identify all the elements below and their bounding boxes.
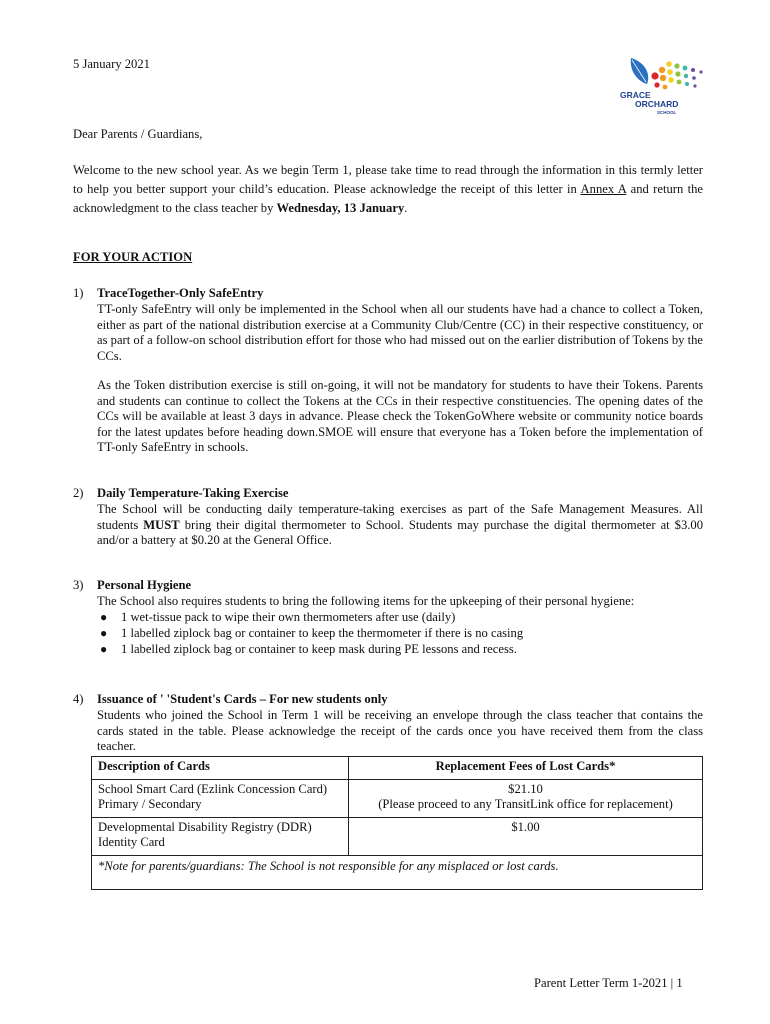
- section-text: bring their digital thermometer to School. Students may purchase the digital thermometer at $3.00 and/or a battery at $0.20 at the General Office.: [97, 517, 703, 548]
- section-paragraph: [97, 502, 703, 549]
- logo-text-line3: SCHOOL: [657, 110, 677, 115]
- section-title: Personal Hygiene: [97, 578, 192, 592]
- section-number: 3): [73, 578, 84, 592]
- table-note-row: [92, 855, 703, 889]
- card-description: Developmental Disability Registry (DDR) Identity Card: [92, 817, 349, 855]
- section-paragraph: The School also requires students to bring the following items for the upkeeping of their personal hygiene:: [97, 594, 635, 608]
- emphasis-must: MUST: [143, 517, 180, 532]
- logo-text-line1: GRACE: [620, 90, 651, 100]
- letter-date: 5 January 2021: [73, 57, 150, 71]
- intro-text-2: and return the acknowledgment to the class teacher by: [73, 182, 704, 215]
- intro-text: Welcome to the new school year. As we begin Term 1, please take time to read through the information in this termly letter to help you better support your child’s education. Please acknowledge the receipt of this letter in: [73, 163, 703, 196]
- section-number: 1): [73, 286, 84, 300]
- section-paragraph: As the Token distribution exercise is still on-going, it will not be mandatory for students to have their Tokens. Parents and students can continue to collect the Tokens at the CCs in their respective constituencies. The opening dates of the CCs will be available at least 3 days in advance. Please check the TokenGoWhere website or community notice boards for the latest updates before heading down.SMOE will ensure that everyone has a Token before the implementation of TT-only SafeEntry in schools.: [97, 378, 703, 455]
- card-fee-cell: [349, 817, 703, 855]
- grace-orchard-logo-icon: [617, 54, 709, 118]
- table-row: [92, 817, 703, 855]
- card-fee: $1.00: [511, 819, 540, 834]
- card-fee: $21.10: [508, 781, 543, 796]
- list-item: [97, 626, 523, 642]
- bullet-icon: ●: [100, 610, 108, 624]
- section-title: Daily Temperature-Taking Exercise: [97, 486, 289, 500]
- list-item-text: 1 labelled ziplock bag or container to keep mask during PE lessons and recess.: [121, 642, 517, 656]
- column-header: Description of Cards: [92, 757, 349, 780]
- bullet-icon: ●: [100, 642, 108, 656]
- section-title: TraceTogether-Only SafeEntry: [97, 286, 264, 300]
- annex-link: Annex A: [580, 182, 627, 196]
- list-item: [97, 610, 523, 626]
- action-heading: FOR YOUR ACTION: [73, 250, 193, 264]
- school-logo: [617, 54, 709, 118]
- list-item: [97, 642, 523, 658]
- hygiene-list: [97, 610, 523, 658]
- section-text: The School will be conducting daily temperature-taking exercises as part of the Safe Management Measures. All students: [97, 502, 703, 532]
- list-item-text: 1 wet-tissue pack to wipe their own thermometers after use (daily): [121, 610, 456, 624]
- section-number: 4): [73, 692, 84, 706]
- card-description: School Smart Card (Ezlink Concession Card) Primary / Secondary: [92, 779, 349, 817]
- bullet-icon: ●: [100, 626, 108, 640]
- list-item-text: 1 labelled ziplock bag or container to keep the thermometer if there is no casing: [121, 626, 524, 640]
- table-note: *Note for parents/guardians: The School is not responsible for any misplaced or lost cards.: [92, 855, 703, 889]
- deadline: Wednesday, 13 January: [276, 201, 405, 215]
- section-paragraph: Students who joined the School in Term 1 will be receiving an envelope through the class teacher that contains the cards stated in the table. Please acknowledge the receipt of the cards once you have received them from the class teacher.: [97, 708, 703, 754]
- logo-text-line2: ORCHARD: [635, 99, 679, 109]
- card-fee-note: (Please proceed to any TransitLink office for replacement): [378, 797, 673, 812]
- column-header: Replacement Fees of Lost Cards*: [349, 757, 703, 780]
- intro-end: .: [404, 201, 408, 215]
- intro-paragraph: [73, 161, 703, 218]
- table-header-row: [92, 757, 703, 780]
- page-footer: Parent Letter Term 1-2021 | 1: [534, 976, 683, 990]
- section-paragraph: TT-only SafeEntry will only be implemented in the School when all our students have had a chance to collect a Token, either as part of the national distribution exercise at a Community Club/Centre (CC) in their respective constituency, or as part of a follow-on school distribution effort for those who had missed out on the earlier distribution of Tokens by the CCs.: [97, 302, 703, 363]
- salutation: Dear Parents / Guardians,: [73, 127, 203, 141]
- section-title: Issuance of ' 'Student's Cards – For new students only: [97, 692, 388, 706]
- cards-table: [91, 756, 703, 890]
- table-row: [92, 779, 703, 817]
- section-number: 2): [73, 486, 84, 500]
- card-fee-cell: [349, 779, 703, 817]
